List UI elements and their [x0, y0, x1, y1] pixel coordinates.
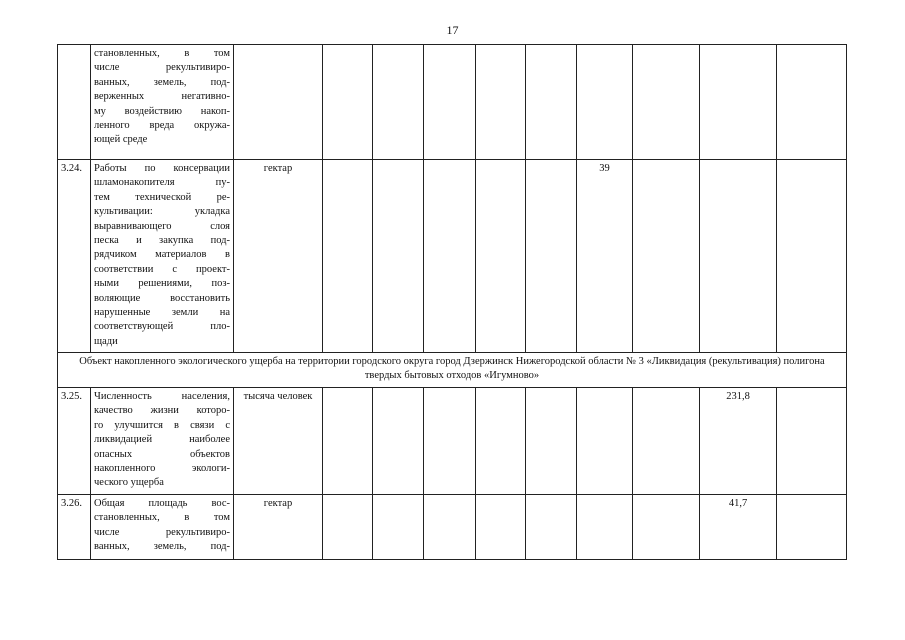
value-cell: [476, 160, 526, 353]
name-line: числе рекультивиро-: [94, 62, 230, 74]
table-row: [58, 388, 847, 495]
value-cell: 39: [577, 160, 633, 353]
value-cell: [323, 495, 373, 560]
name-line: му воздействию накоп-: [94, 105, 230, 117]
name-line: верженных негативно-: [94, 91, 230, 103]
row-number: 3.26.: [58, 495, 91, 560]
row-number: 3.24.: [58, 160, 91, 353]
name-line: рядчиком материалов в: [94, 249, 230, 261]
value-cell: [373, 45, 424, 160]
name-line: щади: [94, 335, 118, 347]
value-cell: [777, 495, 847, 560]
name-line: тем технической ре-: [94, 191, 230, 203]
name-line: Работы по консервации: [94, 163, 230, 174]
name-line: выравнивающего слоя: [94, 220, 230, 232]
indicator-name: [91, 495, 234, 560]
name-line: соответствующей пло-: [94, 321, 230, 333]
value-cell: [373, 495, 424, 560]
value-cell: [424, 45, 476, 160]
value-cell: [577, 495, 633, 560]
name-line: Численность населения,: [94, 391, 230, 402]
section-header: Объект накопленного экологического ущерба на территории городского округа город Дзержинск Нижегородской области № 3 «Ликвидация (рекультивация) полигона твердых бытовых отходов «Игумново»: [58, 353, 847, 388]
value-cell: [424, 160, 476, 353]
indicator-name: [91, 45, 234, 160]
value-cell: [700, 160, 777, 353]
value-cell: [777, 45, 847, 160]
name-line: нарушенные земли на: [94, 307, 230, 319]
value-cell: [373, 160, 424, 353]
value-cell: 41,7: [700, 495, 777, 560]
value-cell: [777, 388, 847, 495]
indicators-table: [57, 44, 847, 560]
name-line: ющей среде: [94, 134, 148, 146]
name-line: шламонакопителя пу-: [94, 177, 230, 189]
unit-cell: гектар: [234, 495, 323, 560]
value-cell: [633, 160, 700, 353]
table-row: [58, 160, 847, 353]
value-cell: [633, 388, 700, 495]
table-row: [58, 495, 847, 560]
name-line: культивации: укладка: [94, 206, 230, 218]
value-cell: [424, 388, 476, 495]
name-line: ванных, земель, под-: [94, 76, 230, 88]
value-cell: [526, 160, 577, 353]
value-cell: [577, 388, 633, 495]
value-cell: [777, 160, 847, 353]
value-cell: [577, 45, 633, 160]
name-line: качество жизни которо-: [94, 405, 230, 417]
row-number: [58, 45, 91, 160]
indicator-name: [91, 160, 234, 353]
value-cell: [323, 160, 373, 353]
value-cell: [633, 45, 700, 160]
unit-cell: [234, 45, 323, 160]
row-number: 3.25.: [58, 388, 91, 495]
unit-cell: тысяча человек: [234, 388, 323, 495]
name-line: ными решениями, поз-: [94, 278, 230, 290]
name-line: ванных, земель, под-: [94, 541, 230, 553]
name-line: го улучшится в связи с: [94, 419, 230, 431]
value-cell: [476, 388, 526, 495]
value-cell: [633, 495, 700, 560]
value-cell: [526, 495, 577, 560]
value-cell: [476, 45, 526, 160]
name-line: числе рекультивиро-: [94, 526, 230, 538]
value-cell: [526, 45, 577, 160]
name-line: песка и закупка под-: [94, 235, 230, 247]
name-line: накопленного экологи-: [94, 463, 230, 475]
name-line: ленного вреда окружа-: [94, 120, 230, 132]
value-cell: [323, 388, 373, 495]
indicator-name: [91, 388, 234, 495]
value-cell: [323, 45, 373, 160]
name-line: становленных, в том: [94, 512, 230, 524]
name-line: ческого ущерба: [94, 477, 164, 489]
name-line: воляющие восстановить: [94, 292, 230, 304]
value-cell: [526, 388, 577, 495]
value-cell: [700, 45, 777, 160]
name-line: Общая площадь вос-: [94, 498, 230, 509]
name-line: становленных, в том: [94, 48, 230, 59]
table-row: [58, 45, 847, 160]
section-header-row: [58, 353, 847, 388]
value-cell: [373, 388, 424, 495]
name-line: ликвидацией наиболее: [94, 434, 230, 446]
page-number: 17: [446, 23, 459, 37]
value-cell: [476, 495, 526, 560]
unit-cell: гектар: [234, 160, 323, 353]
value-cell: [424, 495, 476, 560]
value-cell: 231,8: [700, 388, 777, 495]
name-line: соответствии с проект-: [94, 263, 230, 275]
name-line: опасных объектов: [94, 448, 230, 460]
